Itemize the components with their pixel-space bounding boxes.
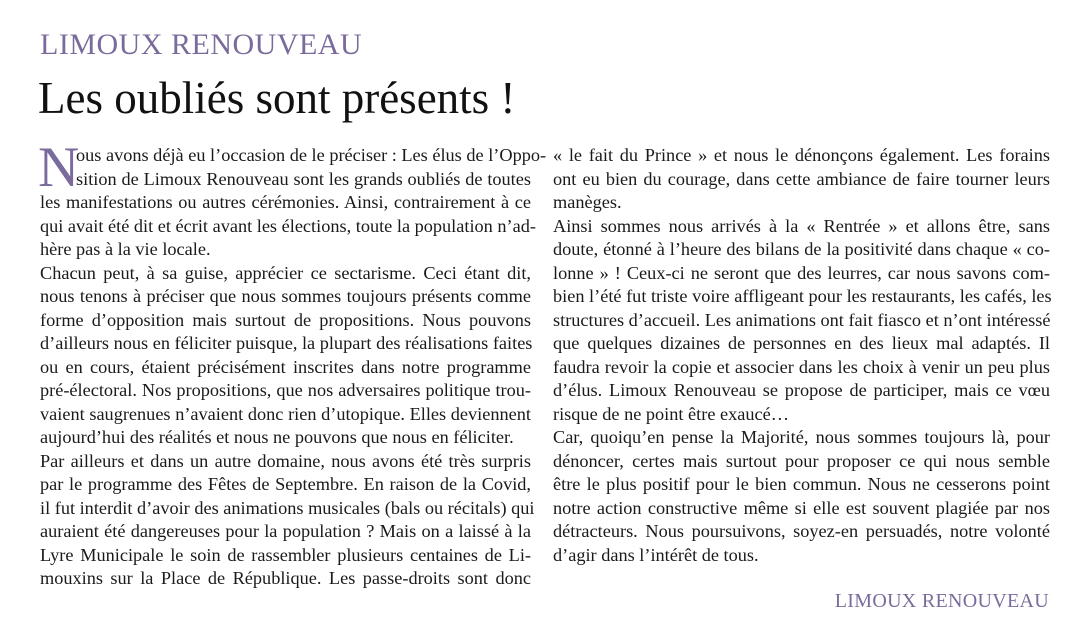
text-line: mouxins sur la Place de République. Les passe-droits sont donc: [40, 568, 531, 588]
text-line: aujourd’hui des réalités et nous ne pouvons que nous en féliciter.: [40, 427, 514, 447]
text-line: risque de ne point être exaucé…: [553, 403, 790, 424]
text-line: Car, quoiqu’en pense la Majorité, nous sommes toujours là, pour: [553, 427, 1050, 447]
text-line: ont eu bien du courage, dans cette ambiance de faire tourner leurs: [553, 168, 1050, 189]
text-line: d’agir dans l’intérêt de tous.: [553, 544, 759, 565]
text-line: nous tenons à préciser que nous sommes toujours présents comme: [40, 286, 531, 306]
text-line: Lyre Municipale le soin de rassembler plusieurs centaines de Li-: [40, 544, 531, 565]
text-line: que quelques dizaines de personnes en des lieux mal adaptés. Il: [553, 333, 1050, 353]
text-line: lonne » ! Ceux-ci ne seront que des leurres, car nous savons com-: [553, 262, 1050, 283]
text-line: il fut interdit d’avoir des animations musicales (bals ou récitals) qui: [40, 497, 535, 518]
article-signature: LIMOUX RENOUVEAU: [834, 590, 1049, 612]
section-kicker: LIMOUX RENOUVEAU: [40, 28, 363, 61]
text-line: par le programme des Fêtes de Septembre. En raison de la Covid,: [40, 474, 531, 494]
text-line: qui avait été dit et écrit avant les élections, toute la population n’ad-: [40, 215, 536, 236]
text-line: vaient saugrenues n’avaient donc rien d’utopique. Elles deviennent: [40, 403, 531, 424]
text-line: forme d’opposition mais surtout de propositions. Nous pouvons: [40, 309, 531, 330]
text-line: d’élus. Limoux Renouveau se propose de participer, mais ce vœu: [553, 380, 1050, 400]
text-line: être le plus positif pour le bien commun. Nous ne cesserons point: [553, 474, 1050, 494]
text-line: auraient été dangereuses pour la population ? Mais on a laissé à la: [40, 521, 531, 541]
text-line: ou en cours, étaient précisément inscrites dans notre programme: [40, 356, 531, 377]
text-line: notre action constructive même si elle est souvent plagiée par nos: [553, 497, 1050, 518]
text-line: Par ailleurs et dans un autre domaine, nous avons été très surpris: [40, 450, 531, 471]
text-line: faudra revoir la copie et associer dans les choix à venir un peu plus: [553, 356, 1050, 377]
text-line: Chacun peut, à sa guise, apprécier ce sectarisme. Ceci étant dit,: [40, 262, 531, 283]
text-line: pré-électoral. Nos propositions, que nos adversaires politique trou-: [40, 380, 531, 400]
article-column-left: [38, 136, 547, 591]
text-line: d’ailleurs nous en féliciter puisque, la plupart des réalisations faites: [40, 333, 533, 353]
text-line: Ainsi sommes nous arrivés à la « Rentrée » et allons être, sans: [553, 215, 1050, 236]
text-line: manèges.: [553, 192, 622, 212]
text-line: les manifestations ou autres cérémonies. Ainsi, contrairement à ce: [40, 192, 531, 212]
text-line: détracteurs. Nous poursuivons, soyez-en persuadés, notre volonté: [553, 521, 1050, 541]
text-line: ous avons déjà eu l’occasion de le préciser : Les élus de l’Oppo-: [76, 145, 547, 165]
text-line: sition de Limoux Renouveau sont les grands oubliés de toutes: [76, 168, 531, 189]
text-line: doute, étonné à l’heure des bilans de la positivité dans chaque « co-: [553, 239, 1050, 259]
text-line: « le fait du Prince » et nous le dénonçons également. Les forains: [553, 145, 1050, 165]
article-column-right: [553, 144, 1050, 567]
text-line: hère pas à la vie locale.: [40, 239, 211, 259]
text-line: structures d’accueil. Les animations ont fait fiasco et n’ont intéressé: [553, 309, 1051, 330]
article-headline: Les oubliés sont présents !: [38, 73, 516, 123]
text-line: dénoncer, certes mais surtout pour proposer ce qui nous semble: [553, 450, 1050, 471]
drop-cap: N: [38, 136, 80, 199]
text-line: bien l’été fut triste voire affligeant pour les restaurants, les cafés, les: [553, 286, 1052, 306]
